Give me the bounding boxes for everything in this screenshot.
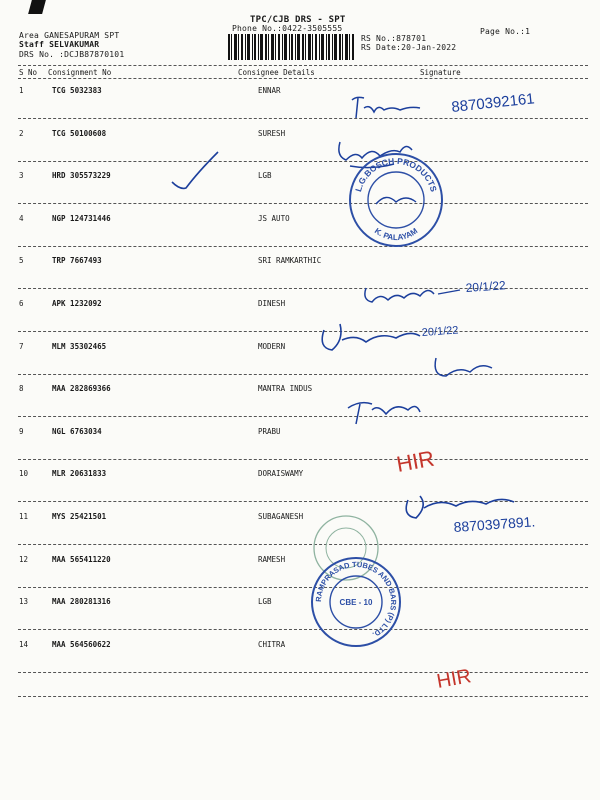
row-divider	[18, 288, 588, 289]
row-consignment-no: TCG 5032383	[52, 86, 102, 95]
area-value: GANESAPURAM SPT	[44, 31, 120, 40]
rs-date: RS Date:20-Jan-2022	[361, 43, 457, 52]
table-row	[0, 210, 600, 250]
date-annotation-7: 20/1/22	[421, 324, 459, 339]
date-annotation-6: 20/1/22	[465, 278, 507, 295]
table-row	[0, 380, 600, 420]
row-sno: 13	[19, 597, 29, 607]
table-row	[0, 295, 600, 335]
table-row	[0, 167, 600, 207]
note-annotation-9: HIR	[394, 445, 437, 477]
row-consignment-no: MLM 35302465	[52, 341, 107, 351]
row-divider	[18, 587, 588, 588]
table-row	[0, 252, 600, 292]
header-divider-top	[18, 65, 588, 66]
staff-value: SELVAKUMAR	[49, 40, 100, 49]
col-consignment: Consignment No	[48, 68, 112, 77]
row-sno: 12	[19, 554, 29, 564]
table-row	[0, 423, 600, 463]
row-consignment-no: NGP 124731446	[52, 213, 111, 223]
row-consignee: SURESH	[258, 128, 286, 138]
row-sno: 10	[19, 469, 29, 479]
row-consignee: LGB	[258, 597, 272, 607]
table-row	[0, 508, 600, 548]
row-consignee: CHITRA	[258, 639, 286, 649]
row-consignee: LGB	[258, 171, 272, 181]
page-number: Page No.:1	[480, 27, 531, 36]
table-row	[0, 82, 600, 122]
area-label: Area	[19, 31, 40, 40]
document-title: TPC/CJB DRS - SPT	[250, 15, 346, 25]
row-divider	[18, 629, 588, 630]
bosch-stamp-bottom-text: K. PALAYAM	[372, 226, 420, 243]
table-end-divider	[18, 696, 588, 697]
row-divider	[18, 118, 588, 119]
row-sno: 14	[19, 639, 29, 649]
ramprasad-stamp-text: RAMPRASAD TUBES AND BARS (P) LTD.	[313, 559, 399, 640]
row-divider	[18, 672, 588, 673]
row-sno: 2	[19, 128, 24, 138]
col-sno: S No	[19, 68, 38, 77]
row-consignment-no: MAA 282869366	[52, 384, 111, 394]
row-divider	[18, 501, 588, 502]
row-consignee: MANTRA INDUS	[258, 384, 313, 394]
row-consignment-no: APK 1232092	[52, 299, 102, 308]
row-sno: 7	[19, 341, 24, 351]
table-row	[0, 465, 600, 505]
staff-label: Staff	[19, 40, 45, 49]
row-divider	[18, 416, 588, 417]
row-consignee: SUBAGANESH	[258, 512, 304, 521]
row-divider	[18, 246, 588, 247]
table-row	[0, 551, 600, 591]
staff-line	[19, 40, 99, 49]
row-consignment-no: TCG 50100608	[52, 128, 107, 138]
row-divider	[18, 459, 588, 460]
row-divider	[18, 161, 588, 162]
area-line	[19, 31, 119, 40]
row-consignee: SRI RAMKARTHIC	[258, 256, 322, 266]
row-divider	[18, 331, 588, 332]
row-consignment-no: MLR 20631833	[52, 469, 107, 479]
table-row	[0, 125, 600, 165]
barcode-image	[228, 34, 354, 60]
row-sno: 11	[19, 512, 29, 521]
row-consignment-no: MAA 565411220	[52, 554, 111, 564]
row-consignment-no: MYS 25421501	[52, 512, 107, 521]
col-consignee: Consignee Details	[238, 68, 315, 77]
row-sno: 9	[19, 426, 24, 436]
row-divider	[18, 203, 588, 204]
row-sno: 4	[19, 213, 24, 223]
header-divider-bottom	[18, 78, 588, 79]
ramprasad-stamp-center: CBE - 10	[339, 598, 373, 607]
row-consignment-no: NGL 6763034	[52, 426, 102, 436]
table-row	[0, 338, 600, 378]
col-signature: Signature	[420, 68, 461, 77]
row-sno: 8	[19, 384, 24, 394]
row-consignee: ENNAR	[258, 86, 281, 95]
phone-number: Phone No.:0422-3505555	[232, 24, 343, 33]
row-consignment-no: MAA 280281316	[52, 597, 111, 607]
phone-annotation-10: 8870397891.	[453, 513, 536, 535]
row-consignment-no: TRP 7667493	[52, 256, 102, 266]
phone-annotation-1: 8870392161	[450, 90, 536, 116]
table-row	[0, 593, 600, 633]
row-consignee: MODERN	[258, 341, 286, 351]
row-divider	[18, 544, 588, 545]
row-consignee: JS AUTO	[258, 213, 290, 223]
row-consignment-no: MAA 564560622	[52, 639, 111, 649]
row-consignee: PRABU	[258, 426, 281, 436]
binder-mark	[28, 0, 46, 14]
row-sno: 3	[19, 171, 24, 181]
bosch-stamp-top-text: L.G.BOSCH PRODUCTS	[353, 155, 439, 193]
rs-number: RS No.:878701	[361, 34, 427, 43]
row-consignee: DINESH	[258, 299, 286, 308]
row-sno: 1	[19, 86, 24, 95]
row-sno: 5	[19, 256, 24, 266]
drs-number: DRS No. :DCJB87870101	[19, 50, 125, 59]
row-consignee: RAMESH	[258, 554, 286, 564]
row-divider	[18, 374, 588, 375]
row-consignee: DORAISWAMY	[258, 469, 304, 479]
row-sno: 6	[19, 299, 24, 308]
table-row	[0, 636, 600, 676]
row-consignment-no: HRD 305573229	[52, 171, 111, 181]
note-annotation-14: HIR	[435, 665, 473, 693]
